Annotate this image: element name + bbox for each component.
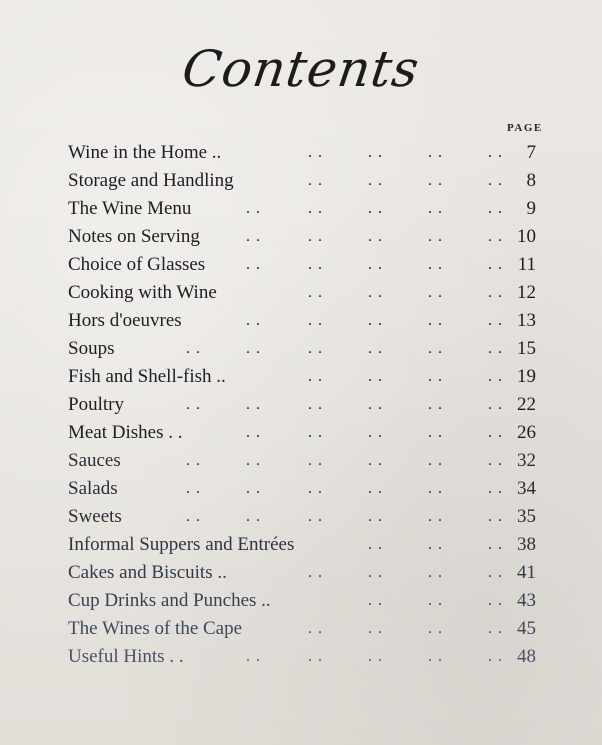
leader-dots: . . bbox=[246, 424, 261, 441]
leader-dots: . . bbox=[488, 312, 503, 329]
leader-dots: . . bbox=[428, 424, 443, 441]
leader-dots: . . bbox=[428, 648, 443, 665]
leader-dots: . . bbox=[246, 648, 261, 665]
toc-entry bbox=[0, 419, 602, 447]
toc-entry bbox=[0, 503, 602, 531]
leader-dots: . . bbox=[186, 452, 201, 469]
leader-dots: . . bbox=[488, 592, 503, 609]
toc-entry-page-number: 41 bbox=[517, 562, 536, 583]
leader-dots: . . bbox=[246, 228, 261, 245]
leader-dots: . . bbox=[308, 648, 323, 665]
leader-dots: . . bbox=[368, 508, 383, 525]
leader-dots: . . bbox=[186, 508, 201, 525]
toc-entry bbox=[0, 279, 602, 307]
toc-entry bbox=[0, 587, 602, 615]
leader-dots: . . bbox=[308, 452, 323, 469]
toc-entry bbox=[0, 391, 602, 419]
toc-entry-page-number: 32 bbox=[517, 450, 536, 471]
toc-entry-page-number: 43 bbox=[517, 590, 536, 611]
toc-entry bbox=[0, 195, 602, 223]
leader-dots: . . bbox=[428, 452, 443, 469]
leader-dots: . . bbox=[488, 452, 503, 469]
leader-dots: . . bbox=[428, 256, 443, 273]
toc-entry bbox=[0, 615, 602, 643]
toc-entry-page-number: 9 bbox=[526, 198, 536, 219]
leader-dots: . . bbox=[428, 396, 443, 413]
toc-entry-title: Cooking with Wine bbox=[68, 282, 217, 303]
leader-dots: . . bbox=[368, 172, 383, 189]
toc-entry bbox=[0, 139, 602, 167]
leader-dots: . . bbox=[488, 536, 503, 553]
toc-entry-title: Sauces bbox=[68, 450, 121, 471]
toc-entry bbox=[0, 559, 602, 587]
toc-entry bbox=[0, 307, 602, 335]
toc-entry-title: Fish and Shell-fish .. bbox=[68, 366, 226, 387]
leader-dots: . . bbox=[488, 256, 503, 273]
leader-dots: . . bbox=[186, 480, 201, 497]
leader-dots: . . bbox=[368, 480, 383, 497]
leader-dots: . . bbox=[246, 508, 261, 525]
toc-entry bbox=[0, 335, 602, 363]
leader-dots: . . bbox=[368, 200, 383, 217]
leader-dots: . . bbox=[368, 312, 383, 329]
toc-entry-page-number: 45 bbox=[517, 618, 536, 639]
leader-dots: . . bbox=[368, 228, 383, 245]
toc-entry-title: Poultry bbox=[68, 394, 124, 415]
toc-entry-title: Cakes and Biscuits .. bbox=[68, 562, 227, 583]
toc-entry-title: Wine in the Home .. bbox=[68, 142, 222, 163]
leader-dots: . . bbox=[428, 172, 443, 189]
leader-dots: . . bbox=[246, 480, 261, 497]
toc-entry-page-number: 12 bbox=[517, 282, 536, 303]
leader-dots: . . bbox=[368, 368, 383, 385]
leader-dots: . . bbox=[428, 284, 443, 301]
page-column-heading: PAGE bbox=[507, 122, 543, 134]
leader-dots: . . bbox=[488, 648, 503, 665]
leader-dots: . . bbox=[368, 396, 383, 413]
leader-dots: . . bbox=[428, 200, 443, 217]
leader-dots: . . bbox=[368, 340, 383, 357]
toc-entry bbox=[0, 447, 602, 475]
leader-dots: . . bbox=[428, 312, 443, 329]
leader-dots: . . bbox=[488, 340, 503, 357]
toc-entry-page-number: 22 bbox=[517, 394, 536, 415]
leader-dots: . . bbox=[308, 172, 323, 189]
toc-entry-title: Salads bbox=[68, 478, 118, 499]
leader-dots: . . bbox=[308, 508, 323, 525]
toc-entry bbox=[0, 167, 602, 195]
leader-dots: . . bbox=[308, 200, 323, 217]
leader-dots: . . bbox=[368, 648, 383, 665]
toc-entry-page-number: 7 bbox=[526, 142, 536, 163]
toc-entry-title: Meat Dishes . . bbox=[68, 422, 183, 443]
leader-dots: . . bbox=[308, 228, 323, 245]
toc-entry bbox=[0, 475, 602, 503]
leader-dots: . . bbox=[368, 592, 383, 609]
leader-dots: . . bbox=[428, 480, 443, 497]
leader-dots: . . bbox=[428, 508, 443, 525]
leader-dots: . . bbox=[368, 564, 383, 581]
leader-dots: . . bbox=[308, 480, 323, 497]
leader-dots: . . bbox=[488, 200, 503, 217]
leader-dots: . . bbox=[308, 340, 323, 357]
leader-dots: . . bbox=[488, 564, 503, 581]
toc-entry-page-number: 13 bbox=[517, 310, 536, 331]
toc-entry-title: The Wines of the Cape bbox=[68, 618, 243, 639]
leader-dots: . . bbox=[488, 396, 503, 413]
leader-dots: . . bbox=[428, 228, 443, 245]
leader-dots: . . bbox=[428, 144, 443, 161]
toc-entry-title: Informal Suppers and Entrées bbox=[68, 534, 295, 555]
leader-dots: . . bbox=[308, 256, 323, 273]
leader-dots: . . bbox=[488, 480, 503, 497]
toc-entry-title: Choice of Glasses bbox=[68, 254, 206, 275]
leader-dots: . . bbox=[428, 368, 443, 385]
toc-entry bbox=[0, 223, 602, 251]
leader-dots: . . bbox=[368, 256, 383, 273]
leader-dots: . . bbox=[308, 284, 323, 301]
leader-dots: . . bbox=[488, 172, 503, 189]
leader-dots: . . bbox=[488, 284, 503, 301]
leader-dots: . . bbox=[368, 424, 383, 441]
toc-entry-page-number: 15 bbox=[517, 338, 536, 359]
leader-dots: . . bbox=[246, 452, 261, 469]
toc-entry-page-number: 34 bbox=[517, 478, 536, 499]
leader-dots: . . bbox=[368, 284, 383, 301]
toc-entry-title: Soups bbox=[68, 338, 115, 359]
leader-dots: . . bbox=[428, 564, 443, 581]
toc-entry-page-number: 38 bbox=[517, 534, 536, 555]
leader-dots: . . bbox=[246, 396, 261, 413]
toc-entry-title: Useful Hints . . bbox=[68, 646, 184, 667]
leader-dots: . . bbox=[186, 396, 201, 413]
leader-dots: . . bbox=[488, 424, 503, 441]
toc-entry bbox=[0, 643, 602, 671]
leader-dots: . . bbox=[428, 592, 443, 609]
toc-entry bbox=[0, 363, 602, 391]
toc-entry-title: Sweets bbox=[68, 506, 122, 527]
leader-dots: . . bbox=[368, 452, 383, 469]
leader-dots: . . bbox=[488, 508, 503, 525]
leader-dots: . . bbox=[186, 340, 201, 357]
toc-entry-page-number: 19 bbox=[517, 366, 536, 387]
leader-dots: . . bbox=[246, 312, 261, 329]
contents-title: Contents bbox=[178, 40, 424, 98]
toc-entry bbox=[0, 531, 602, 559]
leader-dots: . . bbox=[488, 620, 503, 637]
leader-dots: . . bbox=[428, 536, 443, 553]
leader-dots: . . bbox=[368, 144, 383, 161]
leader-dots: . . bbox=[246, 256, 261, 273]
leader-dots: . . bbox=[488, 144, 503, 161]
leader-dots: . . bbox=[308, 396, 323, 413]
toc-entry-page-number: 8 bbox=[526, 170, 536, 191]
leader-dots: . . bbox=[308, 312, 323, 329]
leader-dots: . . bbox=[308, 368, 323, 385]
leader-dots: . . bbox=[488, 368, 503, 385]
leader-dots: . . bbox=[488, 228, 503, 245]
toc-entry-title: Cup Drinks and Punches .. bbox=[68, 590, 271, 611]
leader-dots: . . bbox=[428, 340, 443, 357]
leader-dots: . . bbox=[428, 620, 443, 637]
leader-dots: . . bbox=[308, 424, 323, 441]
toc-entry-title: Storage and Handling bbox=[68, 170, 234, 191]
toc-entry-page-number: 10 bbox=[517, 226, 536, 247]
toc-entry-page-number: 35 bbox=[517, 506, 536, 527]
leader-dots: . . bbox=[368, 536, 383, 553]
leader-dots: . . bbox=[308, 620, 323, 637]
toc-entry bbox=[0, 251, 602, 279]
leader-dots: . . bbox=[246, 340, 261, 357]
leader-dots: . . bbox=[246, 200, 261, 217]
leader-dots: . . bbox=[368, 620, 383, 637]
leader-dots: . . bbox=[308, 564, 323, 581]
toc-entry-title: The Wine Menu bbox=[68, 198, 192, 219]
toc-entry-title: Hors d'oeuvres bbox=[68, 310, 182, 331]
leader-dots: . . bbox=[308, 144, 323, 161]
toc-entry-page-number: 48 bbox=[517, 646, 536, 667]
toc-entry-title: Notes on Serving bbox=[68, 226, 200, 247]
toc-entry-page-number: 11 bbox=[517, 254, 536, 275]
toc-entry-page-number: 26 bbox=[517, 422, 536, 443]
